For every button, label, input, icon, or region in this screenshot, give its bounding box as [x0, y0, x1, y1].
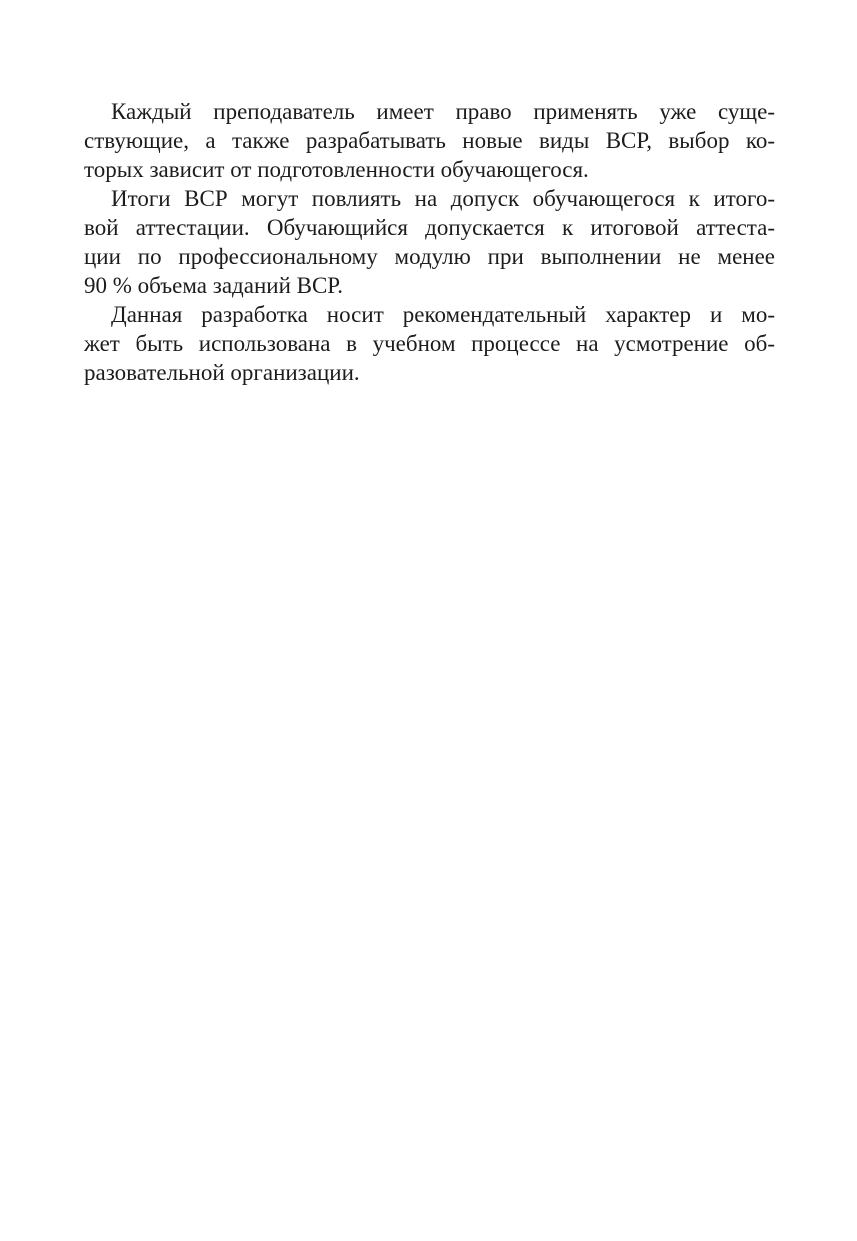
text-line: ствующие, а также разрабатывать новые виды ВСР, выбор ко- [84, 128, 775, 153]
text-line: Итоги ВСР могут повлиять на допуск обучающегося к итого- [111, 186, 775, 211]
text-line: ции по профессиональному модулю при выполнении не менее [84, 244, 775, 269]
paragraph [84, 97, 775, 184]
text-line: жет быть использована в учебном процессе на усмотрение об- [84, 331, 775, 356]
text-line: Каждый преподаватель имеет право применять уже суще- [111, 99, 775, 124]
text-block [84, 97, 775, 387]
text-line: 90 % объема заданий ВСР. [84, 273, 343, 298]
text-line: вой аттестации. Обучающийся допускается к итоговой аттеста- [84, 215, 775, 240]
paragraph [84, 300, 775, 387]
text-line: разовательной организации. [84, 360, 360, 385]
text-line: Данная разработка носит рекомендательный характер и мо- [111, 302, 775, 327]
paragraph [84, 184, 775, 300]
text-line: торых зависит от подготовленности обучающегося. [84, 157, 589, 182]
